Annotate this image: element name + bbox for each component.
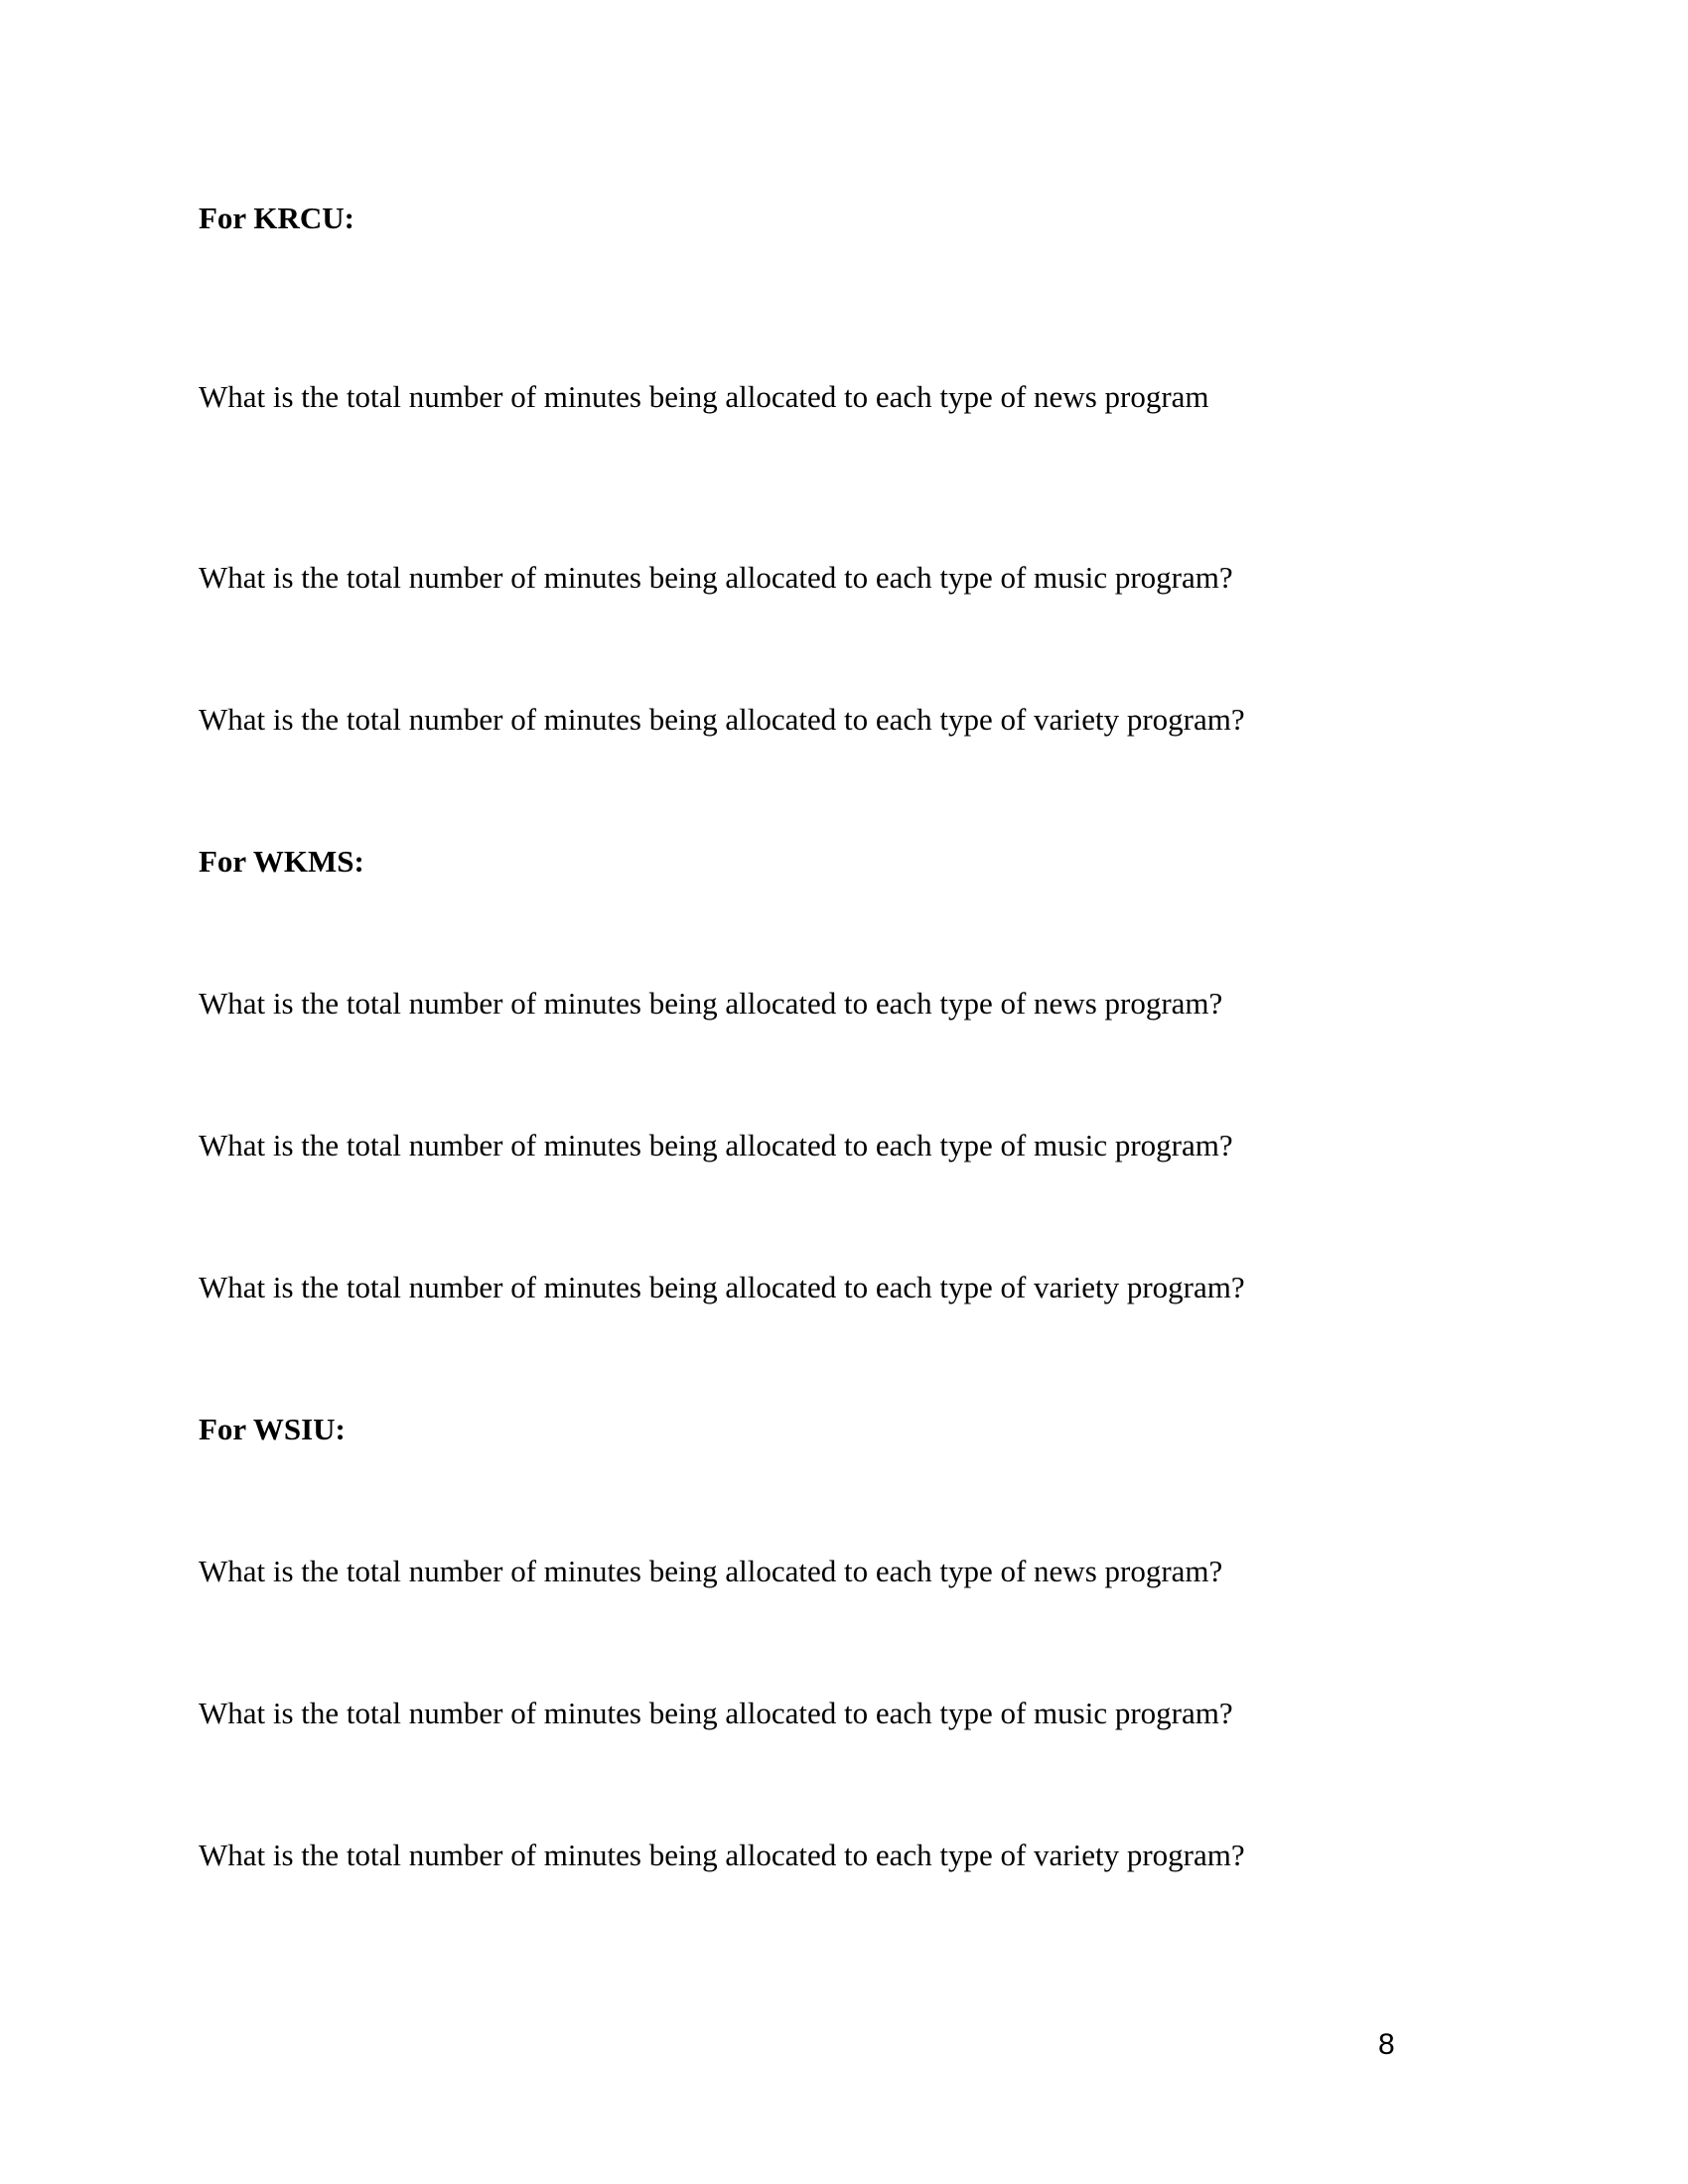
section-heading-krcu: For KRCU: [199,201,354,235]
question-wkms-music: What is the total number of minutes being allocated to each type of music program? [199,1128,1233,1162]
question-krcu-variety: What is the total number of minutes being allocated to each type of variety program? [199,702,1245,737]
question-wsiu-music: What is the total number of minutes being allocated to each type of music program? [199,1696,1233,1730]
question-wkms-variety: What is the total number of minutes being allocated to each type of variety program? [199,1270,1245,1304]
question-wkms-news: What is the total number of minutes being allocated to each type of news program? [199,986,1223,1021]
question-krcu-music: What is the total number of minutes being allocated to each type of music program? [199,560,1233,595]
question-wsiu-news: What is the total number of minutes being allocated to each type of news program? [199,1554,1223,1588]
section-heading-wsiu: For WSIU: [199,1412,346,1446]
question-wsiu-variety: What is the total number of minutes being allocated to each type of variety program? [199,1838,1245,1872]
section-heading-wkms: For WKMS: [199,844,364,879]
page-number: 8 [1378,2028,1395,2061]
question-krcu-news: What is the total number of minutes being allocated to each type of news program [199,379,1209,414]
